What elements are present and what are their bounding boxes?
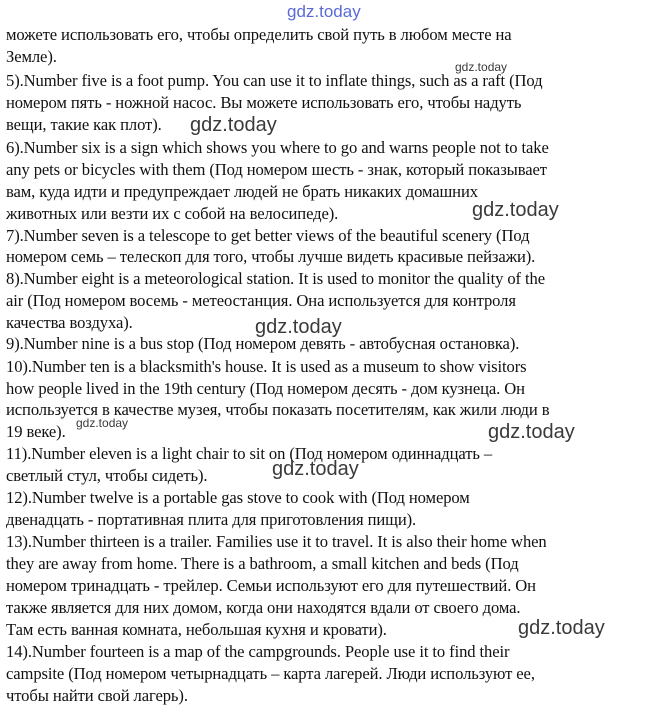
text-line: 19 веке).: [6, 422, 66, 441]
text-line: how people lived in the 19th century (Под номером десять - дом кузнеца. Он: [6, 379, 525, 398]
text-line: вам, куда идти и предупреждает людей не брать никаких домашних: [6, 182, 478, 201]
text-line: 11).Number eleven is a light chair to sit on (Под номером одиннадцать –: [6, 444, 493, 463]
text-line: 6).Number six is a sign which shows you where to go and warns people not to take: [6, 138, 549, 157]
text-line: 9).Number nine is a bus stop (Под номером девять - автобусная остановка).: [6, 334, 520, 353]
watermark: gdz.today: [255, 316, 342, 338]
text-line: используется в качестве музея, чтобы показать посетителям, как жили люди в: [6, 400, 550, 419]
text-line: any pets or bicycles with them (Под номером шесть - знак, который показывает: [6, 160, 547, 179]
text-line: 14).Number fourteen is a map of the campgrounds. People use it to find their: [6, 642, 510, 661]
watermark-top: gdz.today: [287, 2, 361, 21]
text-line: 10).Number ten is a blacksmith's house. It is used as a museum to show visitors: [6, 357, 527, 376]
text-line: также является для них домом, когда они находятся вдали от своего дома.: [6, 598, 521, 617]
text-line: Там есть ванная комната, небольшая кухня и кровати).: [6, 620, 387, 639]
watermark: gdz.today: [272, 458, 359, 480]
watermark: gdz.today: [190, 114, 277, 136]
text-line: номером семь – телескоп для того, чтобы лучше видеть красивые пейзажи).: [6, 247, 536, 266]
watermark: gdz.today: [488, 421, 575, 443]
text-line: номером пять - ножной насос. Вы можете использовать его, чтобы надуть: [6, 93, 522, 112]
text-line: качества воздуха).: [6, 313, 133, 332]
text-line: животных или везти их с собой на велосипеде).: [6, 204, 339, 223]
text-line: 12).Number twelve is a portable gas stove to cook with (Под номером: [6, 488, 470, 507]
text-line: air (Под номером восемь - метеостанция. Она используется для контроля: [6, 291, 516, 310]
text-line: чтобы найти свой лагерь).: [6, 686, 188, 705]
text-line: светлый стул, чтобы сидеть).: [6, 466, 208, 485]
text-line: 7).Number seven is a telescope to get better views of the beautiful scenery (Под: [6, 226, 530, 245]
text-line: campsite (Под номером четырнадцать – карта лагерей. Люди используют ее,: [6, 664, 535, 683]
watermark: gdz.today: [518, 617, 605, 639]
text-line: номером тринадцать - трейлер. Семьи используют его для путешествий. Он: [6, 576, 536, 595]
text-line: Земле).: [6, 47, 57, 66]
text-line: двенадцать - портативная плита для приготовления пищи).: [6, 510, 417, 529]
text-line: they are away from home. There is a bathroom, a small kitchen and beds (Под: [6, 554, 519, 573]
text-line: 5).Number five is a foot pump. You can use it to inflate things, such as a raft (Под: [6, 71, 543, 90]
text-line: вещи, такие как плот).: [6, 115, 162, 134]
text-line: 13).Number thirteen is a trailer. Families use it to travel. It is also their home when: [6, 532, 547, 551]
watermark: gdz.today: [76, 416, 129, 430]
watermark: gdz.today: [472, 199, 559, 221]
text-line: можете использовать его, чтобы определить свой путь в любом месте на: [6, 25, 512, 44]
text-line: 8).Number eight is a meteorological station. It is used to monitor the quality of the: [6, 269, 545, 288]
watermark: gdz.today: [455, 60, 508, 74]
